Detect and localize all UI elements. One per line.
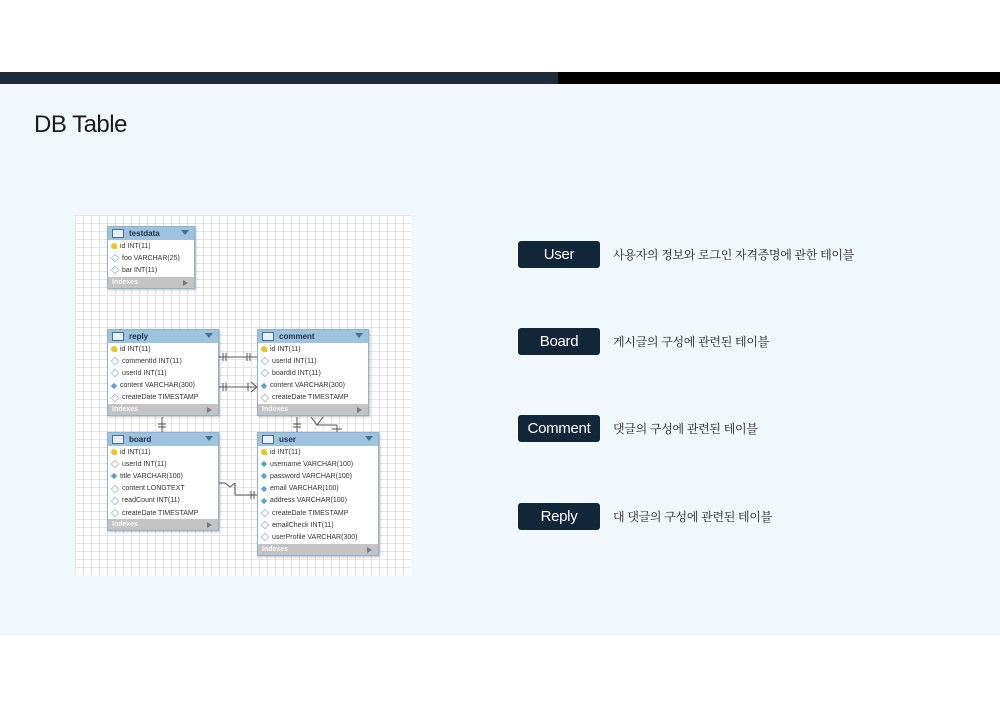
column-row: email VARCHAR(100): [258, 483, 378, 495]
table-icon: [112, 332, 124, 341]
column-icon: [111, 357, 119, 365]
table-icon: [112, 435, 124, 444]
column-row: title VARCHAR(100): [108, 470, 218, 482]
chevron-down-icon[interactable]: [365, 436, 373, 441]
column-icon: [111, 460, 119, 468]
column-icon: [261, 521, 269, 529]
indexes-section[interactable]: Indexes: [108, 277, 194, 288]
header-bar-black: [558, 72, 1000, 84]
primary-key-icon: [261, 346, 267, 352]
column-row: id INT(11): [258, 446, 378, 458]
column-icon: [111, 369, 119, 377]
column-icon: [111, 509, 119, 517]
column-icon: [261, 509, 269, 517]
chevron-right-icon: [207, 522, 212, 528]
column-row: createDate TIMESTAMP: [108, 507, 218, 519]
table-icon: [262, 332, 274, 341]
primary-key-icon: [111, 346, 117, 352]
indexed-column-icon: [261, 382, 267, 388]
column-row: id INT(11): [258, 343, 368, 355]
column-row: createDate TIMESTAMP: [258, 392, 368, 404]
table-icon: [262, 435, 274, 444]
column-row: address VARCHAR(100): [258, 495, 378, 507]
table-name: reply: [129, 332, 149, 341]
primary-key-icon: [261, 449, 267, 455]
column-icon: [261, 533, 269, 541]
indexes-section[interactable]: Indexes: [108, 519, 218, 530]
column-icon: [111, 394, 119, 402]
column-row: userId INT(11): [108, 367, 218, 379]
indexes-section[interactable]: Indexes: [258, 404, 368, 415]
column-row: content VARCHAR(300): [108, 380, 218, 392]
indexes-section[interactable]: Indexes: [258, 544, 378, 555]
column-icon: [111, 266, 119, 274]
column-row: id INT(11): [108, 240, 194, 252]
column-row: userProfile VARCHAR(300): [258, 531, 378, 543]
table-name: testdata: [129, 229, 160, 238]
column-row: createDate TIMESTAMP: [258, 507, 378, 519]
table-name: user: [279, 435, 296, 444]
header-bar-dark: [0, 72, 558, 84]
chevron-right-icon: [183, 280, 188, 286]
column-row: id INT(11): [108, 343, 218, 355]
table-reply[interactable]: [107, 329, 219, 416]
label-board: Board: [518, 328, 600, 355]
desc-board: 게시글의 구성에 관련된 테이블: [613, 335, 769, 349]
table-icon: [112, 229, 124, 238]
desc-comment: 댓글의 구성에 관련된 테이블: [613, 422, 758, 436]
chevron-right-icon: [367, 547, 372, 553]
column-row: content LONGTEXT: [108, 483, 218, 495]
indexed-column-icon: [111, 473, 117, 479]
erd-diagram: [75, 215, 411, 575]
column-row: userId INT(11): [108, 458, 218, 470]
desc-user: 사용자의 정보와 로그인 자격증명에 관한 테이블: [613, 248, 855, 262]
column-row: content VARCHAR(300): [258, 380, 368, 392]
desc-reply: 대 댓글의 구성에 관련된 테이블: [613, 510, 772, 524]
indexed-column-icon: [261, 498, 267, 504]
indexed-column-icon: [261, 485, 267, 491]
primary-key-icon: [111, 243, 117, 249]
label-comment: Comment: [518, 415, 600, 442]
chevron-down-icon[interactable]: [205, 333, 213, 338]
column-row: boardId INT(11): [258, 367, 368, 379]
indexed-column-icon: [261, 473, 267, 479]
column-icon: [261, 357, 269, 365]
column-row: emailCheck INT(11): [258, 519, 378, 531]
column-row: commentId INT(11): [108, 355, 218, 367]
page-title: DB Table: [34, 111, 127, 138]
column-row: username VARCHAR(100): [258, 458, 378, 470]
chevron-down-icon[interactable]: [181, 230, 189, 235]
indexes-section[interactable]: Indexes: [108, 404, 218, 415]
rel-comment-user-crow: [311, 417, 323, 425]
column-icon: [111, 497, 119, 505]
table-board[interactable]: [107, 432, 219, 531]
chevron-right-icon: [357, 407, 362, 413]
table-name: board: [129, 435, 152, 444]
chevron-down-icon[interactable]: [205, 436, 213, 441]
indexed-column-icon: [111, 382, 117, 388]
label-user: User: [518, 241, 600, 268]
indexed-column-icon: [261, 461, 267, 467]
chevron-down-icon[interactable]: [355, 333, 363, 338]
table-name: comment: [279, 332, 315, 341]
table-user[interactable]: [257, 432, 379, 556]
column-icon: [261, 394, 269, 402]
primary-key-icon: [111, 449, 117, 455]
column-row: id INT(11): [108, 446, 218, 458]
table-testdata[interactable]: [107, 226, 195, 289]
column-row: bar INT(11): [108, 264, 194, 276]
column-icon: [111, 254, 119, 262]
column-icon: [111, 484, 119, 492]
column-row: password VARCHAR(100): [258, 470, 378, 482]
column-row: createDate TIMESTAMP: [108, 392, 218, 404]
table-comment[interactable]: [257, 329, 369, 416]
label-reply: Reply: [518, 503, 600, 530]
column-icon: [261, 369, 269, 377]
column-row: foo VARCHAR(25): [108, 252, 194, 264]
chevron-right-icon: [207, 407, 212, 413]
column-row: userId INT(11): [258, 355, 368, 367]
column-row: readCount INT(11): [108, 495, 218, 507]
